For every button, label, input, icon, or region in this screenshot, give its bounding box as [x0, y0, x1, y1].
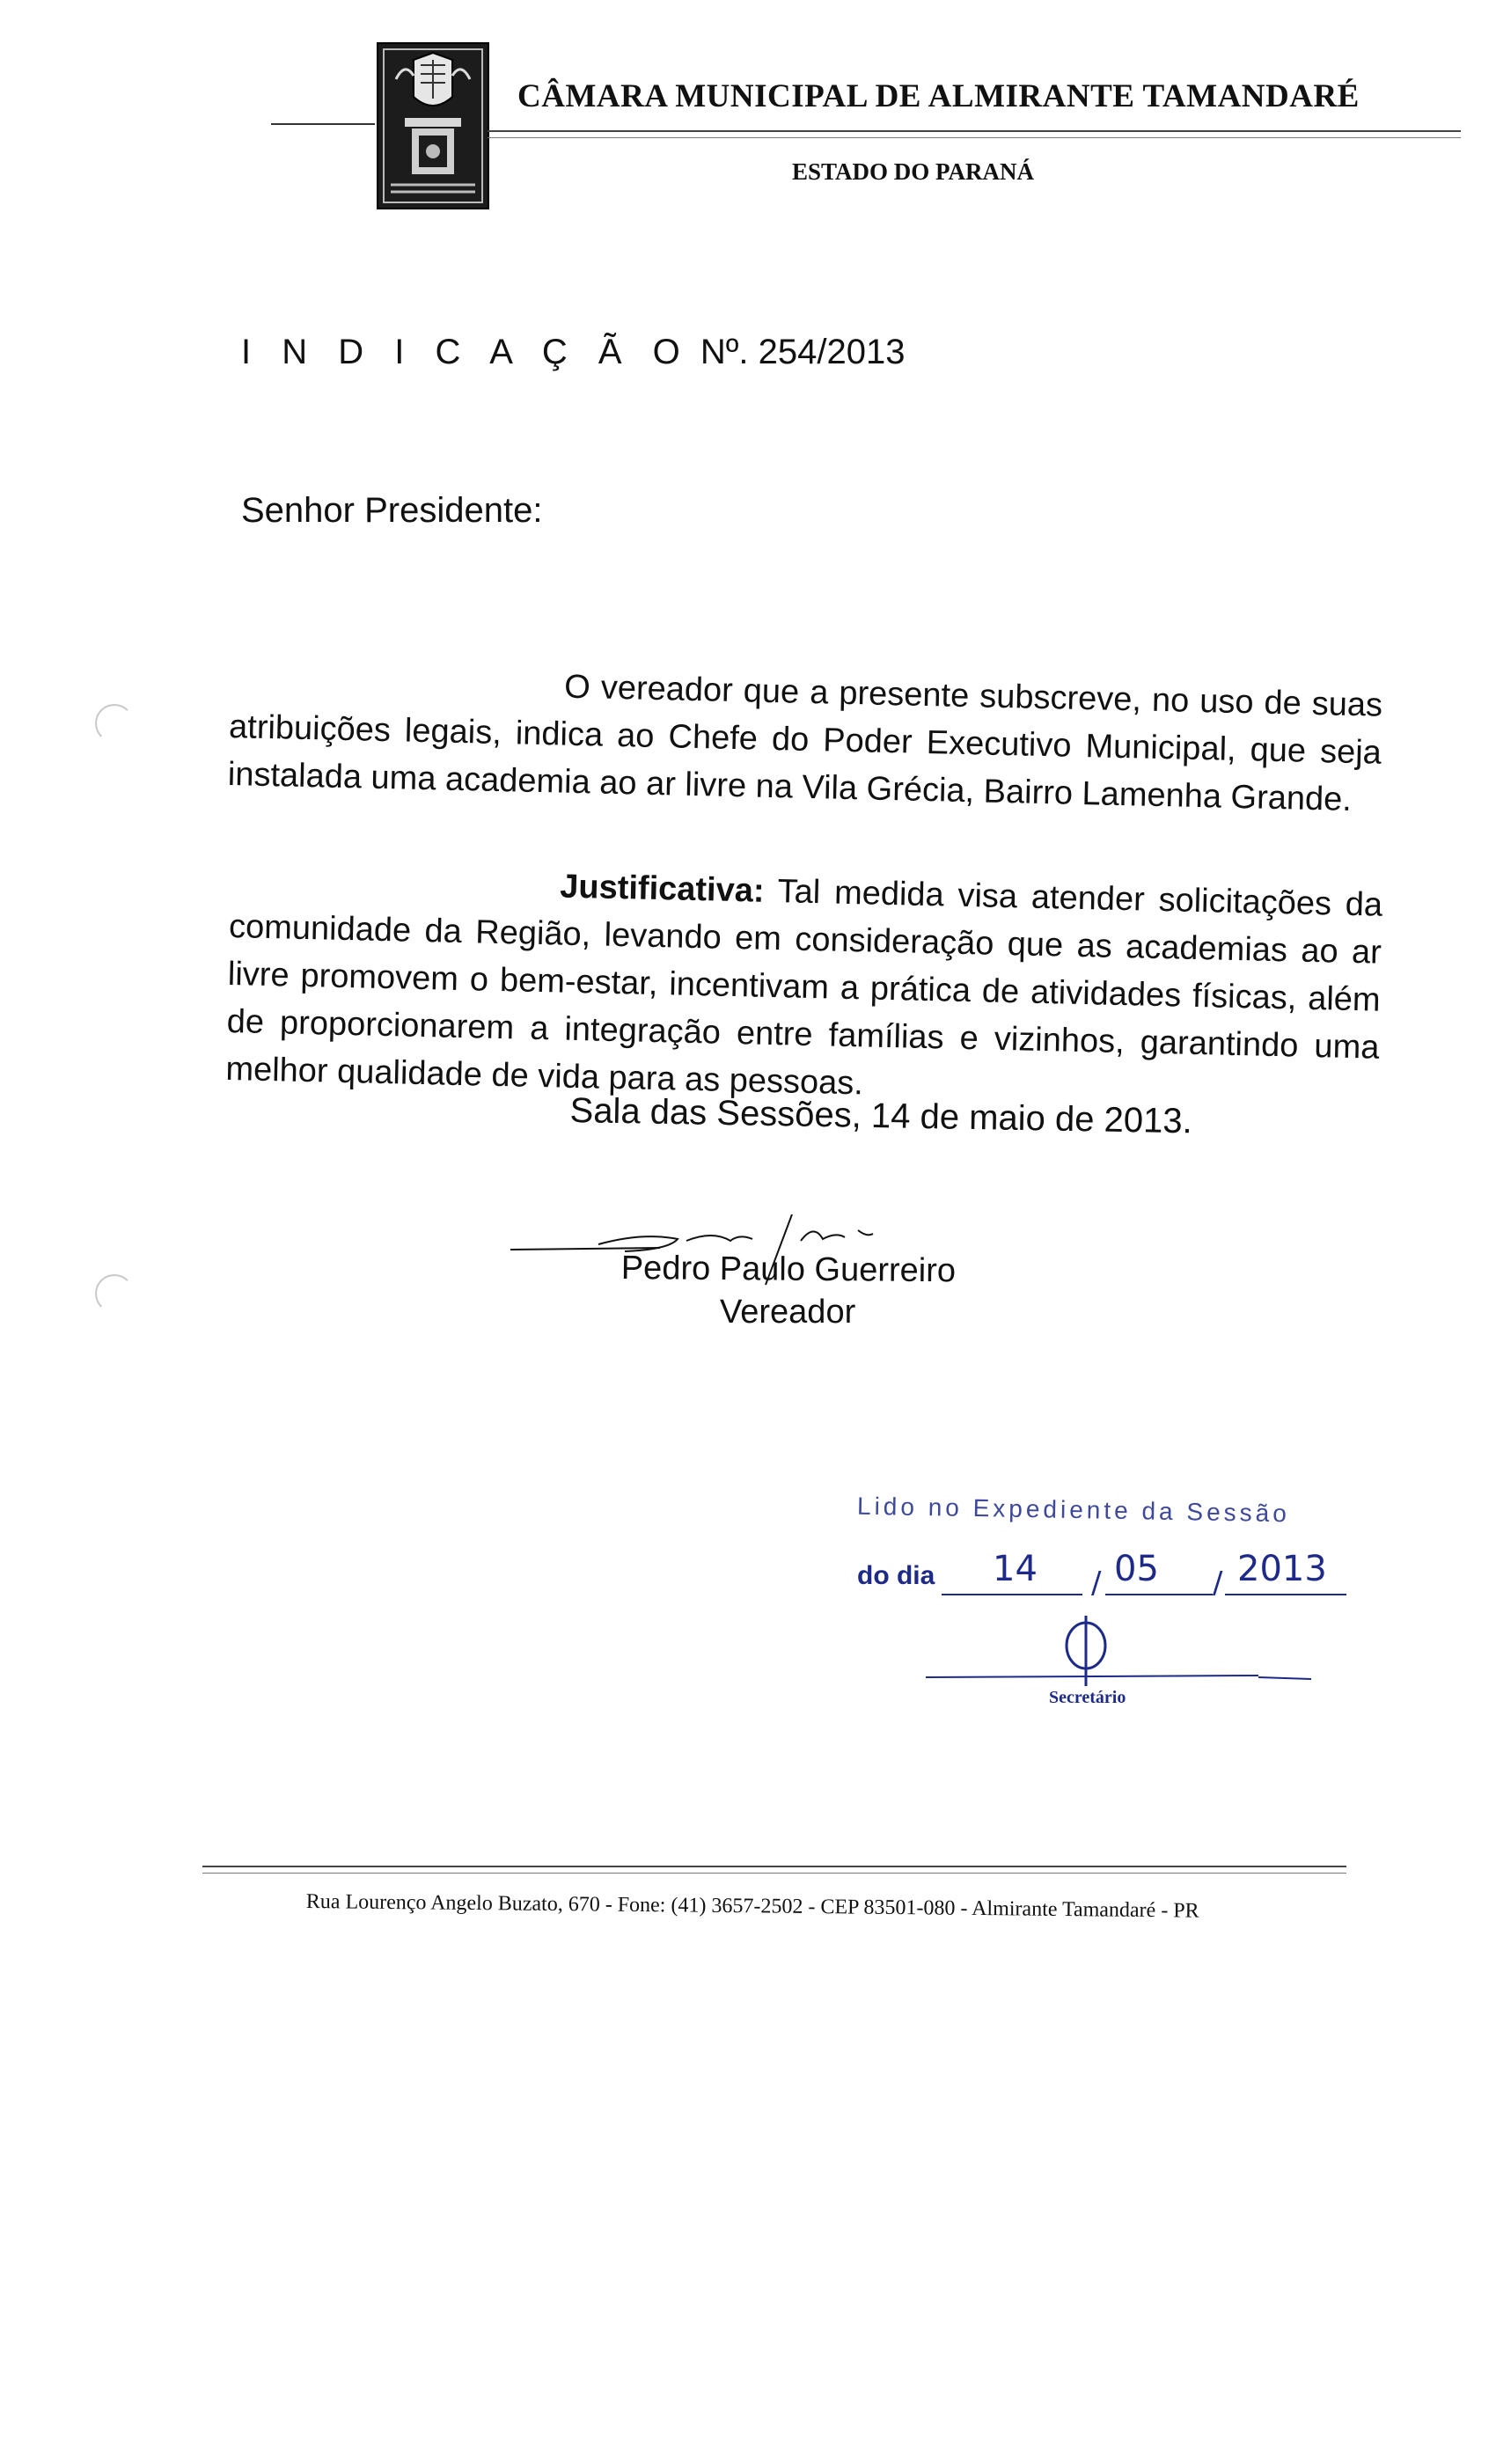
- justification-paragraph: [225, 855, 1383, 1119]
- coat-of-arms-icon: [377, 42, 489, 209]
- document-label: I N D I C A Ç Ã O: [241, 333, 691, 371]
- indication-text: O vereador que a presente subscreve, no uso de suas atribuições legais, indica ao Chefe do Poder Executivo Municipal, que seja instalada uma academia ao ar livre na Vila Grécia, Bairro Lamenha Grande.: [227, 668, 1383, 818]
- stamp-signer-title: Secretário: [1049, 1688, 1126, 1707]
- document-title: [241, 333, 905, 372]
- stamp-read-text: Lido no Expediente da Sessão: [856, 1492, 1291, 1528]
- paragraph-indent: [230, 890, 560, 898]
- footer-rule: [202, 1866, 1346, 1867]
- hole-punch-mark: [95, 1274, 134, 1313]
- svg-text:/: /: [1091, 1566, 1102, 1601]
- stamp-year: 2013: [1237, 1549, 1327, 1589]
- document-number-prefix: Nº.: [700, 333, 749, 371]
- indication-paragraph: [227, 656, 1382, 825]
- footer-address: Rua Lourenço Angelo Buzato, 670 - Fone: (41) 3657-2502 - CEP 83501-080 - Almirante Tamandaré - PR: [305, 1890, 1199, 1923]
- greeting: Senhor Presidente:: [241, 491, 543, 530]
- letterhead-rule: [271, 123, 375, 125]
- stamp-day-prefix: do dia: [857, 1561, 935, 1590]
- paragraph-indent: [230, 690, 564, 698]
- stamp-day: 14: [993, 1549, 1038, 1589]
- letterhead-rule: [488, 137, 1461, 138]
- document-number: 254/2013: [758, 333, 906, 371]
- signer-role: Vereador: [720, 1294, 856, 1331]
- stamp-month: 05: [1114, 1549, 1159, 1589]
- session-date-line: Sala das Sessões, 14 de maio de 2013.: [569, 1091, 1193, 1141]
- organization-name: CÂMARA MUNICIPAL DE ALMIRANTE TAMANDARÉ: [517, 78, 1360, 114]
- reception-stamp: [845, 1492, 1390, 1725]
- letterhead-rule: [488, 130, 1461, 132]
- svg-text:/: /: [1213, 1566, 1223, 1601]
- justification-text: Tal medida visa atender solicitações da comunidade da Região, levando em consideração que as academias ao ar livre promovem o bem-estar, incentivam a prática de atividades físicas, além de proporcionarem a integração entre famílias e vizinhos, garantindo uma melhor qualidade de vida para as pessoas.: [225, 873, 1383, 1103]
- justification-label: Justificativa:: [559, 868, 766, 910]
- hole-punch-mark: [95, 704, 134, 743]
- signer-name: Pedro Paulo Guerreiro: [620, 1250, 957, 1290]
- organization-state: ESTADO DO PARANÁ: [792, 158, 1035, 185]
- footer-rule: [202, 1873, 1346, 1874]
